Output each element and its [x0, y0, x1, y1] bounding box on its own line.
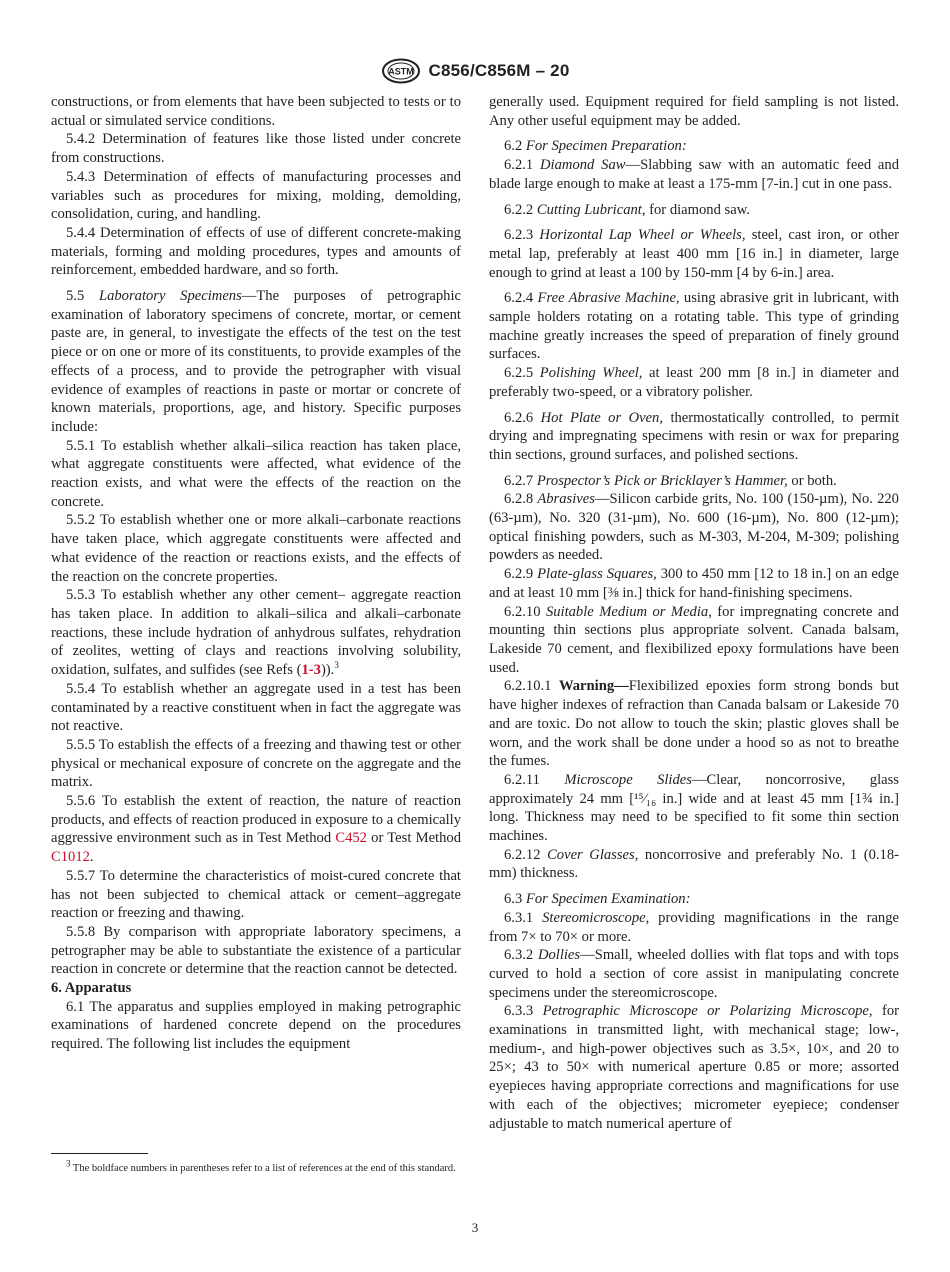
item-body: 300 to 450 mm [12 to 18 in.] on an edge and at least 10 mm [⅜ in.] thick for hand-finishing specimens. — [489, 566, 899, 601]
paragraph-end: . — [89, 849, 94, 866]
astm-logo-icon — [381, 58, 421, 84]
item-title: Cover Glasses, — [547, 846, 639, 863]
paragraph-6-2-8 — [489, 490, 899, 565]
section-title: For Specimen Examination: — [525, 891, 691, 908]
item-title: Microscope Slides — [564, 771, 692, 788]
item-body: at least 200 mm [8 in.] in diameter and preferably two-speed, or a vibratory polisher. — [489, 365, 899, 400]
footnote-divider — [51, 1153, 148, 1154]
footnote-marker: 3 — [66, 1158, 71, 1169]
paragraph-5-4-2: 5.4.2 Determination of features like those listed under concrete from constructions. — [51, 131, 461, 167]
item-title: Suitable Medium or Media, — [545, 603, 712, 620]
paragraph-body: 5.5.3 To establish whether any other cement– aggregate reaction has taken place. In addition to alkali–silica and alkali–carbonate reactions, these include hydration of anhydrous sulfates, rehydration of zeolites, wetting of clays and reactions involving solubility, oxidation, sulfates, and sulfides (see Refs ( — [51, 587, 461, 679]
footnote — [51, 1158, 461, 1176]
paragraph-6-2-4 — [489, 289, 899, 364]
footnote-text: The boldface numbers in parentheses refer to a list of references at the end of this standard. — [70, 1163, 456, 1174]
section-body: —The purposes of petrographic examination of laboratory specimens of concrete, mortar, or cement paste are, in general, to investigate the effects of the test on the test piece or on one or more of its constituents, to provide examples of the effects of a process, and to provide the petrographer with visual evidence of examples of reactions in paste or mortar or concrete of known materials, proportions, age, and history. Specific purposes include: — [51, 288, 461, 435]
item-title: Dollies — [537, 947, 581, 964]
paragraph: constructions, or from elements that have been subjected to tests or to actual or simulated service conditions. — [51, 94, 461, 129]
item-title: Cutting Lubricant, — [536, 201, 646, 218]
section-number: 6.3 — [504, 891, 523, 908]
item-number: 6.3.3 — [504, 1003, 534, 1020]
item-number: 6.2.12 — [504, 846, 541, 863]
item-number: 6.2.5 — [504, 365, 534, 382]
paragraph-5-5-7: 5.5.7 To determine the characteristics of moist-cured concrete that has not been subjected to chemical attack or cement–aggregate reaction or freezing and thawing. — [51, 867, 461, 922]
item-number: 6.2.6 — [504, 409, 534, 426]
paragraph-body: 5.5.6 To establish the extent of reaction, the nature of reaction products, and effects of reaction produced in exposure to a chemically aggressive environment such as in Test Method — [51, 793, 461, 847]
footnote-ref[interactable]: 3 — [334, 660, 339, 671]
paragraph-6-2-6 — [489, 409, 899, 465]
paragraph-end: )). — [320, 662, 335, 679]
item-body: for impregnating concrete and mounting thin sections plus appropriate solvent. Canada balsam, Lakeside 70 cement, and flexibilized epoxy formulations have been used. — [489, 603, 899, 676]
link-c452[interactable]: C452 — [335, 830, 367, 847]
item-number: 6.2.7 — [504, 472, 534, 489]
paragraph-6-2-2 — [489, 201, 899, 220]
paragraph-5-4-3: 5.4.3 Determination of effects of manufacturing processes and variables such as procedures for mixing, molding, demolding, consolidation, curing, and handling. — [51, 168, 461, 223]
left-column — [51, 93, 461, 1054]
section-title: Laboratory Specimens — [98, 288, 242, 305]
item-body: —Slabbing saw with an automatic feed and blade large enough to make at least a 175-mm [7-in.] cut in one pass. — [489, 157, 900, 192]
section-title: For Specimen Preparation: — [525, 138, 687, 155]
paragraph-6-2-5 — [489, 364, 899, 401]
page-header — [0, 56, 950, 86]
paragraph-6-2-3 — [489, 226, 899, 282]
item-body: for diamond saw. — [645, 201, 750, 218]
paragraph-6-3-3 — [489, 1002, 899, 1133]
item-body: noncorrosive and preferably No. 1 (0.18-mm) thickness. — [489, 846, 900, 882]
item-number: 6.2.2 — [504, 201, 534, 218]
paragraph-5-5-5: 5.5.5 To establish the effects of a freezing and thawing test or other physical or mechanical exposure of concrete on the aggregate and the matrix. — [51, 736, 461, 791]
paragraph-5-5-3 — [51, 586, 461, 680]
item-body: —Small, wheeled dollies with flat tops and with tops curved to hold a section of core assist in manipulating concrete specimens under the stereomicroscope. — [489, 947, 899, 1001]
item-number: 6.3.1 — [504, 909, 534, 926]
paragraph-5-4-4: 5.4.4 Determination of effects of use of different concrete-making materials, forming and molding procedures, types and amounts of reinforcement, embedded hardware, and so forth. — [51, 224, 461, 279]
section-number: 6.2 — [504, 138, 523, 155]
item-number: 6.2.10.1 — [504, 678, 552, 695]
paragraph-5-5-4: 5.5.4 To establish whether an aggregate used in a test has been contaminated by a reactive constituent when in fact the aggregate was not reactive. — [51, 680, 461, 735]
section-number: 5.5 — [66, 288, 85, 305]
paragraph-mid: or Test Method — [366, 830, 461, 847]
item-body: or both. — [787, 472, 837, 489]
item-body: Flexibilized epoxies form strong bonds but have higher indexes of refraction than Canada balsam or Lakeside 70 and are toxic. Do not allow to touch the skin; plastic gloves shall be worn, and the work shall be done under a hood so as not to breathe the fumes. — [489, 678, 899, 770]
item-number: 6.2.11 — [504, 771, 540, 788]
item-body: for examinations in transmitted light, with mechanical stage; low-, medium-, and high-power objectives such as 3.5×, 10×, and 20 to 25×; 43 to 50× with numerical aperture 0.85 or more; assorted eyepieces having appropriate corrections and magnifications for use with each of the objectives; micrometer eyepiece; condenser adjustable to match numerical aperture of — [489, 1003, 900, 1132]
item-body: thermostatically controlled, to permit drying and impregnating specimens with resin or wax for preparing thin sections, ground surfaces, and polished sections. — [489, 409, 899, 463]
item-number: 6.2.8 — [504, 491, 534, 508]
item-body: providing magnifications in the range from 7× to 70× or more. — [489, 909, 899, 945]
item-title: Plate-glass Squares, — [537, 566, 657, 583]
item-title: Diamond Saw — [540, 157, 626, 174]
paragraph-5-5-1: 5.5.1 To establish whether alkali–silica reaction has taken place, what aggregate constituents were affected, what evidence of the reaction exists, and what were the effects of the reaction on the concrete. — [51, 437, 461, 510]
item-number: 6.2.4 — [504, 290, 534, 307]
paragraph-6-3 — [489, 890, 899, 909]
section-heading-apparatus: 6. Apparatus — [51, 980, 132, 997]
right-column — [489, 93, 899, 1133]
item-number: 6.2.10 — [504, 603, 541, 620]
item-title: Stereomicroscope, — [542, 909, 650, 926]
item-number: 6.3.2 — [504, 947, 534, 964]
item-title: Horizontal Lap Wheel or Wheels, — [539, 227, 746, 244]
paragraph-6-2-9 — [489, 565, 899, 602]
paragraph-6-2-10-1 — [489, 677, 899, 771]
reference-link[interactable]: 1-3 — [301, 662, 321, 679]
item-body: —Silicon carbide grits, No. 100 (150-µm), No. 220 (63-µm), No. 320 (31-µm), No. 600 (16-µm), No. 800 (12-µm); optical finishing powders, such as M-303, M-204, M-309; polishing powders as needed. — [489, 491, 899, 564]
paragraph-6-2-1 — [489, 156, 899, 193]
standard-designation: C856/C856M – 20 — [428, 61, 570, 80]
page-number: 3 — [471, 1220, 479, 1235]
paragraph-6-2-10 — [489, 603, 899, 678]
item-title: Prospector’s Pick or Bricklayer’s Hammer, — [536, 472, 788, 489]
item-body: steel, cast iron, or other metal lap, preferably at least 400 mm [16 in.] in diameter, large enough to grind at least a 100 by 150-mm [4 by 6-in.] area. — [489, 227, 899, 281]
item-title: Hot Plate or Oven, — [540, 409, 664, 426]
paragraph-6-2-12 — [489, 846, 899, 883]
link-c1012[interactable]: C1012 — [51, 849, 90, 866]
item-title: Abrasives — [537, 491, 595, 508]
paragraph-6-3-1 — [489, 909, 899, 946]
warning-label: Warning— — [558, 678, 629, 695]
paragraph-5-5 — [51, 287, 461, 437]
paragraph-6-2-7 — [489, 472, 899, 491]
paragraph-5-5-2: 5.5.2 To establish whether one or more alkali–carbonate reactions have taken place, which aggregate constituents were affected and what evidence of the reaction or reactions exists, and the effects of the reaction on the concrete properties. — [51, 512, 461, 585]
svg-text:ASTM: ASTM — [387, 66, 414, 77]
item-number: 6.2.1 — [504, 157, 534, 174]
paragraph-6-3-2 — [489, 946, 899, 1002]
item-title: Petrographic Microscope or Polarizing Microscope, — [542, 1003, 873, 1020]
paragraph-6-1: 6.1 The apparatus and supplies employed in making petrographic examinations of hardened concrete depend on the procedures required. The following list includes the equipment — [51, 998, 461, 1053]
paragraph-6-2 — [489, 137, 899, 156]
paragraph-5-5-6 — [51, 792, 461, 867]
item-body: using abrasive grit in lubricant, with sample holders rotating on a rotating table. This type of grinding machine greatly increases the speed of preparation of finely ground surfaces. — [489, 290, 900, 363]
paragraph: generally used. Equipment required for field sampling is not listed. Any other useful equipment may be added. — [489, 94, 899, 129]
paragraph-6-2-11 — [489, 771, 899, 846]
paragraph-5-5-8: 5.5.8 By comparison with appropriate laboratory specimens, a petrographer may be able to substantiate the existence of a particular reaction in concrete or determine that the reaction cannot be detected. — [51, 923, 461, 978]
item-number: 6.2.9 — [504, 566, 534, 583]
item-body: —Clear, noncorrosive, glass approximately 24 mm [¹⁵⁄₁₆ in.] wide and at least 45 mm [1¾ in.] long. Thickness may need to be specified to fit some thin section machines. — [489, 771, 899, 845]
item-number: 6.2.3 — [504, 227, 534, 244]
item-title: Polishing Wheel, — [539, 365, 643, 382]
item-title: Free Abrasive Machine, — [537, 290, 680, 307]
